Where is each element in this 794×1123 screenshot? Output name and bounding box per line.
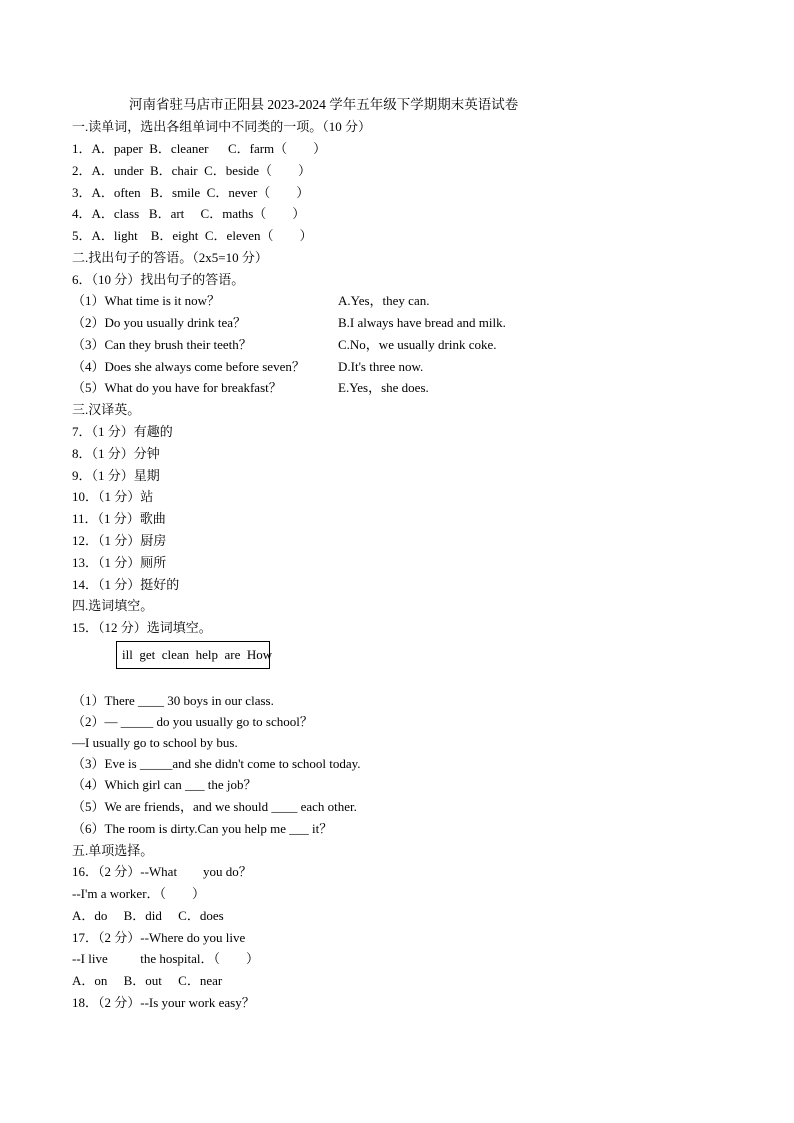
question-line: （2）— _____ do you usually go to school？	[72, 714, 313, 729]
question-line: --I live the hospital．（ ）	[72, 951, 260, 966]
question-line: 9．（1 分）星期	[72, 468, 160, 483]
question-line: （1）What time is it now？	[72, 293, 221, 308]
question-line: （2）Do you usually drink tea？	[72, 315, 247, 330]
question-line: 18．（2 分）--Is your work easy？	[72, 995, 255, 1010]
question-line: 5．A．light B．eight C．eleven（ ）	[72, 228, 313, 243]
question-line: （5）We are friends，and we should ____ each other.	[72, 799, 357, 814]
question-line: 2．A．under B．chair C．beside（ ）	[72, 163, 312, 178]
question-line: 4．A．class B．art C．maths（ ）	[72, 206, 306, 221]
question-line: （3）Can they brush their teeth？	[72, 337, 252, 352]
section-1-heading: 一.读单词，选出各组单词中不同类的一项。（10 分）	[72, 119, 372, 134]
question-line: 14．（1 分）挺好的	[72, 577, 180, 592]
answer-option: C.No，we usually drink coke.	[338, 337, 497, 352]
section-3-heading: 三.汉译英。	[72, 402, 141, 417]
question-line: （1）There ____ 30 boys in our class.	[72, 693, 274, 708]
question-line: 11．（1 分）歌曲	[72, 511, 166, 526]
question-line: 3．A．often B．smile C．never（ ）	[72, 185, 310, 200]
section-2-heading: 二.找出句子的答语。（2x5=10 分）	[72, 250, 268, 265]
question-line: 13．（1 分）厕所	[72, 555, 167, 570]
question-line: 12．（1 分）厨房	[72, 533, 167, 548]
answer-option: B.I always have bread and milk.	[338, 315, 506, 330]
answer-option: D.It's three now.	[338, 359, 424, 374]
question-line: 16．（2 分）--What you do？	[72, 864, 252, 879]
word-bank-box: ill get clean help are How	[116, 641, 270, 669]
question-line: A．do B．did C．does	[72, 908, 224, 923]
question-line: 7．（1 分）有趣的	[72, 424, 173, 439]
answer-option: A.Yes，they can.	[338, 293, 430, 308]
question-line: 6．（10 分）找出句子的答语。	[72, 272, 245, 287]
question-line: 15．（12 分）选词填空。	[72, 620, 212, 635]
question-line: 10．（1 分）站	[72, 489, 154, 504]
question-line: 1．A．paper B．cleaner C．farm（ ）	[72, 141, 327, 156]
question-line: （6）The room is dirty.Can you help me ___ it？	[72, 821, 333, 836]
answer-option: E.Yes，she does.	[338, 380, 429, 395]
question-line: （4）Does she always come before seven？	[72, 359, 305, 374]
exam-title: 河南省驻马店市正阳县 2023-2024 学年五年级下学期期末英语试卷	[129, 97, 519, 112]
question-line: （4）Which girl can ___ the job？	[72, 777, 257, 792]
question-line: （5）What do you have for breakfast？	[72, 380, 282, 395]
question-line: 8．（1 分）分钟	[72, 446, 160, 461]
question-line: （3）Eve is _____and she didn't come to school today.	[72, 756, 361, 771]
question-line: --I'm a worker．（ ）	[72, 886, 206, 901]
section-5-heading: 五.单项选择。	[72, 843, 154, 858]
question-line: 17．（2 分）--Where do you live	[72, 930, 246, 945]
question-line: A．on B．out C．near	[72, 973, 223, 988]
question-line: —I usually go to school by bus.	[72, 735, 238, 750]
section-4-heading: 四.选词填空。	[72, 598, 154, 613]
